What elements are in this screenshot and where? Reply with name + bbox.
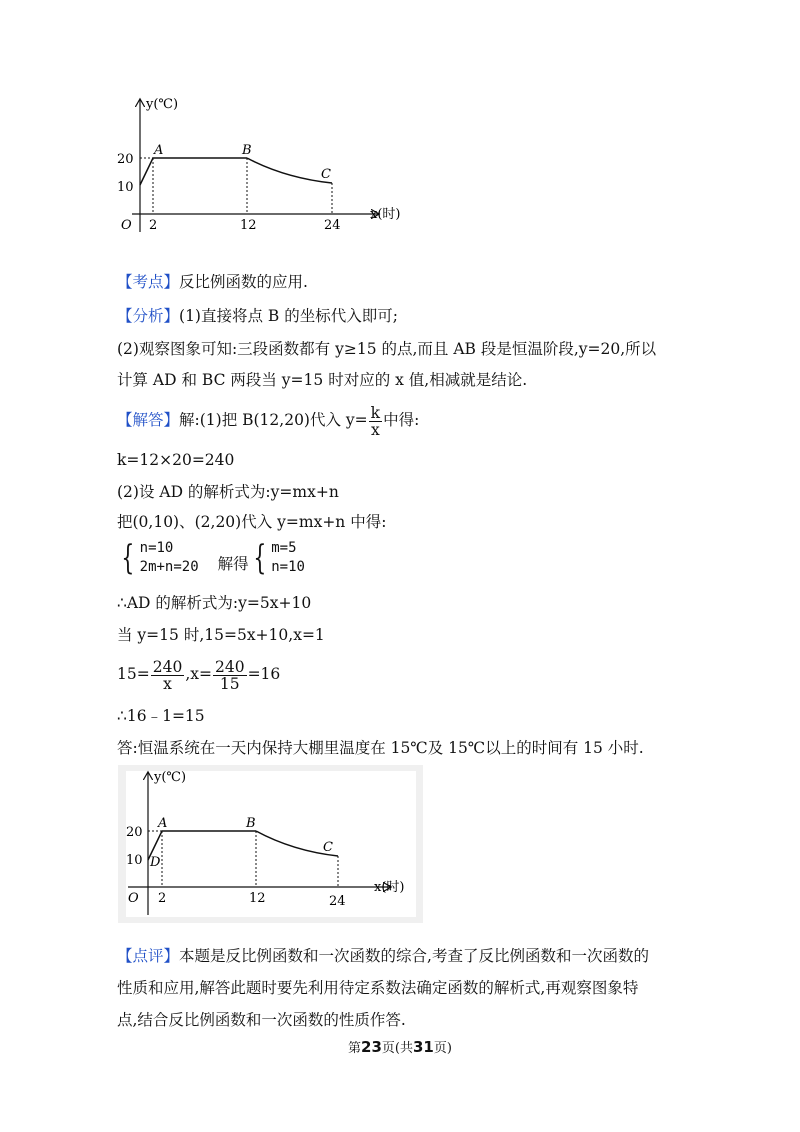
- point-d-label: D: [150, 855, 161, 870]
- jieda-solve-word: 解得: [217, 555, 249, 573]
- dianping-line-2: 性质和应用,解答此题时要先利用待定系数法确定函数的解析式,再观察图象特: [117, 979, 639, 997]
- jieda-text-1-post: 中得:: [383, 411, 420, 429]
- brace-left: {: [121, 538, 135, 578]
- point-a-label: A: [158, 816, 168, 831]
- footer-total-pages: 31: [413, 1038, 434, 1056]
- system-1-row-2: 2m+n=20: [139, 559, 199, 575]
- y-axis-label: y(℃): [146, 97, 179, 112]
- dianping-text-1: 本题是反比例函数和一次函数的综合,考查了反比例函数和一次函数的: [179, 947, 649, 965]
- jieda-line-6: ∴AD 的解析式为:y=5x+10: [117, 594, 312, 612]
- fenxi-tag: 【分析】: [117, 307, 180, 325]
- kaodian-text: 反比例函数的应用.: [179, 273, 308, 291]
- jieda-line-8: [117, 656, 280, 692]
- graph-2: [118, 765, 423, 923]
- fraction-240-over-15: [213, 659, 247, 692]
- y-tick-10: 10: [126, 853, 143, 868]
- fraction-numerator: 240: [152, 657, 183, 676]
- curve-b-c: [247, 158, 332, 183]
- jieda-line-1: [117, 404, 419, 438]
- kaodian-line: [117, 271, 308, 293]
- equation-system-2: [249, 538, 305, 578]
- footer-mid: 页(共: [381, 1041, 413, 1056]
- eq-equals-16: =16: [247, 665, 281, 683]
- eq-15-equals: 15=: [117, 665, 150, 683]
- fraction-numerator: 240: [214, 657, 245, 676]
- jieda-line-7: 当 y=15 时,15=5x+10,x=1: [117, 626, 325, 644]
- point-b-label: B: [246, 816, 256, 831]
- fraction-k-over-x: [369, 405, 382, 438]
- jieda-line-3: (2)设 AD 的解析式为:y=mx+n: [117, 483, 339, 501]
- system-1-row-1: n=10: [139, 540, 174, 556]
- jieda-tag: 【解答】: [117, 411, 180, 429]
- brace-right-system: {: [252, 538, 266, 578]
- jieda-answer-line: 答:恒温系统在一天内保持大棚里温度在 15℃及 15℃以上的时间有 15 小时.: [117, 739, 644, 757]
- fenxi-line-1: [117, 305, 398, 327]
- point-b-label: B: [242, 143, 252, 158]
- x-tick-12: 12: [240, 218, 257, 233]
- y-tick-10: 10: [117, 180, 134, 195]
- kaodian-tag: 【考点】: [117, 273, 180, 291]
- origin-label: O: [128, 891, 139, 906]
- x-axis-label: x(时): [370, 207, 401, 222]
- fraction-denominator: x: [370, 420, 380, 439]
- jieda-line-4: 把(0,10)、(2,20)代入 y=mx+n 中得:: [117, 513, 387, 531]
- system-2-row-1: m=5: [271, 540, 297, 556]
- jieda-system-line: [117, 538, 305, 584]
- x-tick-2: 2: [158, 891, 167, 906]
- dianping-line-3: 点,结合反比例函数和一次函数的性质作答.: [117, 1011, 406, 1029]
- page-footer: [0, 1037, 800, 1056]
- x-axis-label: x(时): [374, 880, 405, 895]
- x-tick-2: 2: [149, 218, 158, 233]
- dianping-tag: 【点评】: [117, 947, 180, 965]
- point-a-label: A: [154, 143, 164, 158]
- system-2-row-2: n=10: [271, 559, 305, 575]
- fenxi-line-3: 计算 AD 和 BC 两段当 y=15 时对应的 x 值,相减就是结论.: [117, 371, 528, 389]
- y-tick-20: 20: [126, 825, 143, 840]
- jieda-line-2: k=12×20=240: [117, 451, 235, 469]
- fraction-denominator: 15: [219, 674, 240, 693]
- fraction-240-over-x: [151, 659, 185, 692]
- footer-pre: 第: [348, 1041, 362, 1056]
- dianping-line-1: [117, 945, 649, 967]
- x-tick-24: 24: [329, 894, 346, 909]
- graph-1: [110, 92, 410, 240]
- graph-2-white-area: [126, 771, 416, 917]
- fraction-numerator: k: [370, 403, 381, 422]
- curve-o-a-b: [140, 158, 247, 185]
- y-tick-20: 20: [117, 152, 134, 167]
- x-tick-12: 12: [249, 891, 266, 906]
- point-c-label: C: [321, 167, 331, 182]
- footer-page-number: 23: [361, 1038, 382, 1056]
- x-tick-24: 24: [324, 218, 341, 233]
- point-c-label: C: [323, 840, 333, 855]
- fraction-denominator: x: [163, 674, 172, 693]
- origin-label: O: [121, 218, 132, 233]
- equation-system-1: [117, 538, 199, 578]
- fenxi-text-1: (1)直接将点 B 的坐标代入即可;: [179, 307, 398, 325]
- fenxi-line-2: (2)观察图象可知:三段函数都有 y≥15 的点,而且 AB 段是恒温阶段,y=20,所以: [117, 340, 657, 358]
- y-axis-label: y(℃): [154, 770, 187, 785]
- jieda-line-9: ∴16﹣1=15: [117, 707, 205, 725]
- eq-x-equals: ,x=: [185, 665, 212, 683]
- footer-post: 页): [433, 1041, 452, 1056]
- jieda-text-1: 解:(1)把 B(12,20)代入 y=: [179, 411, 368, 429]
